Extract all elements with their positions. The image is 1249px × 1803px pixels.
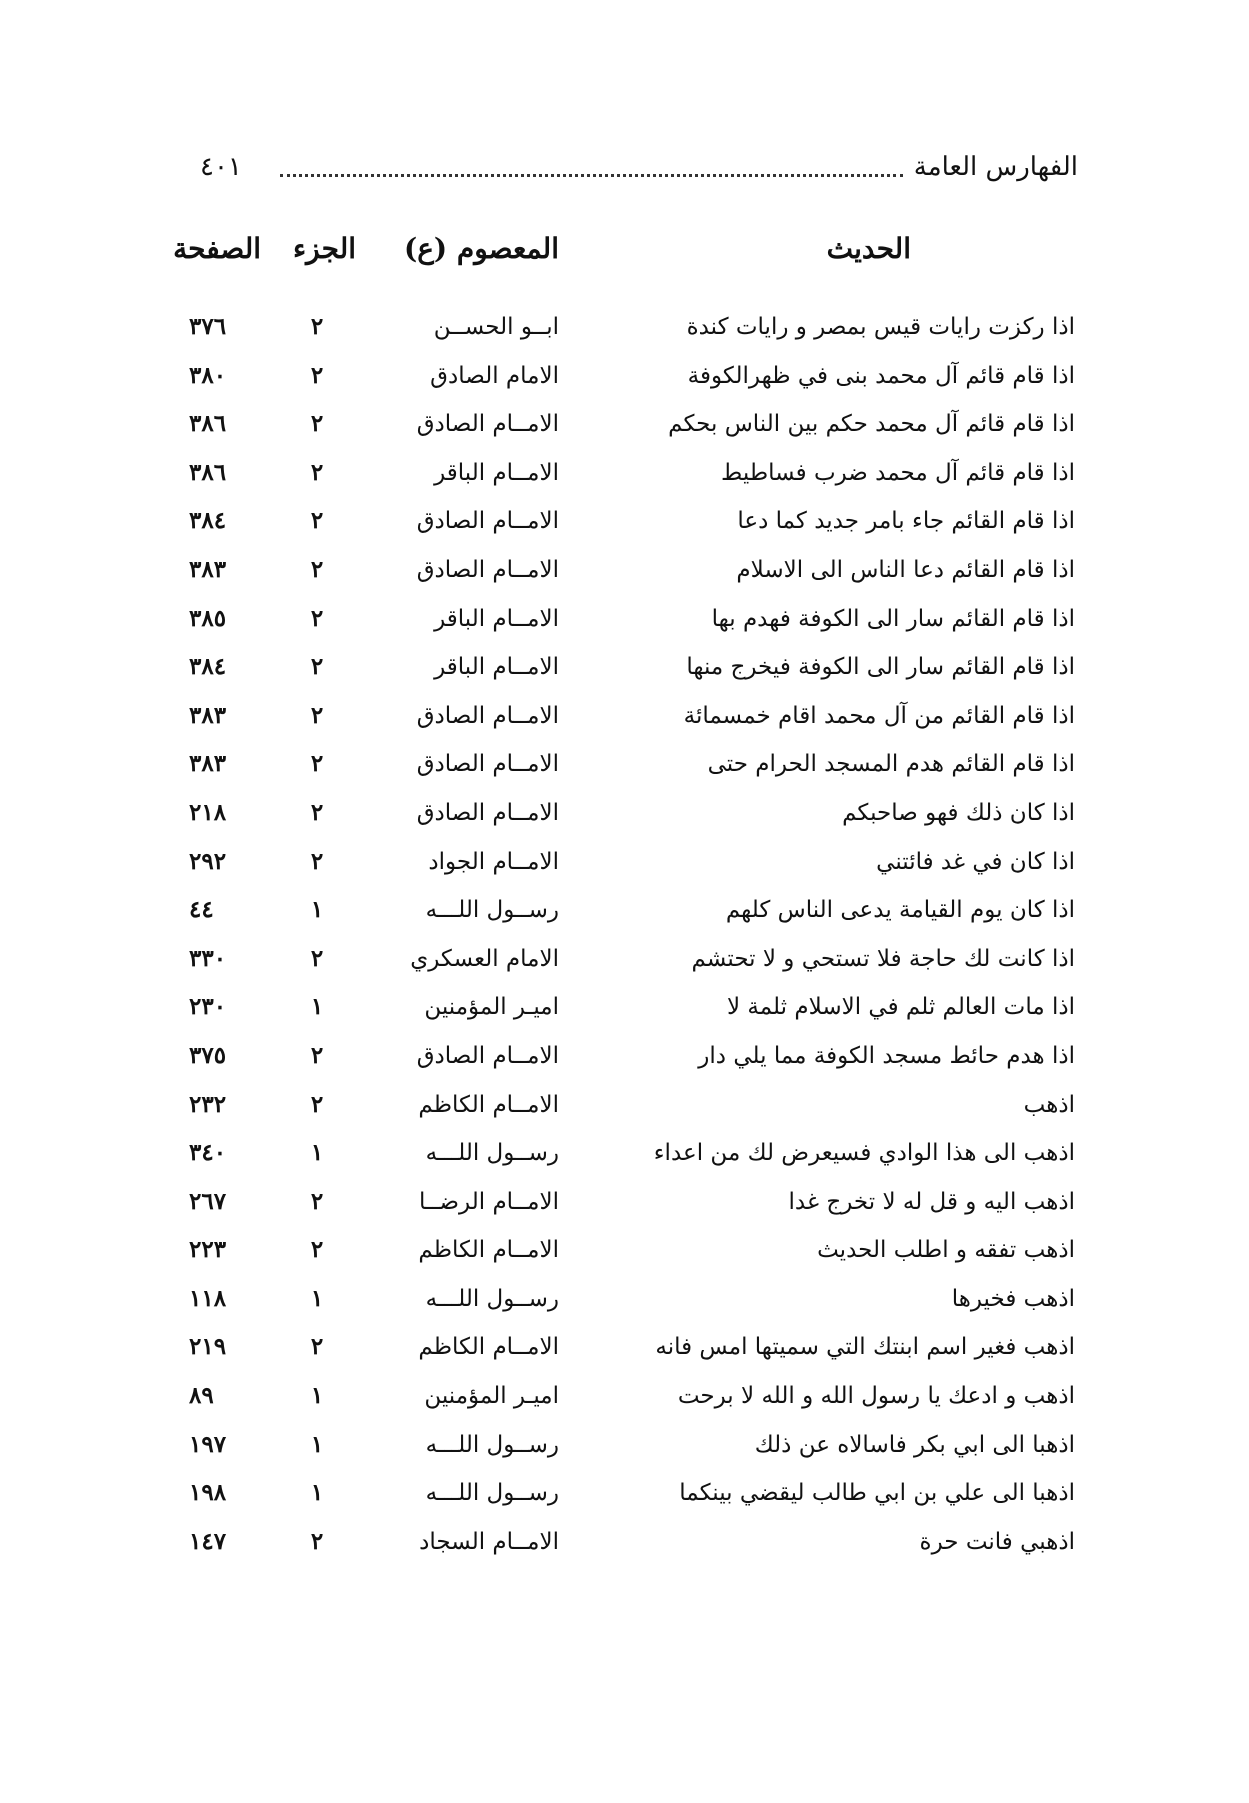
hadith-cell: اذا قام قائم آل محمد حكم بين الناس بحكم: [668, 411, 1075, 438]
hadith-cell: اذهب فخيرها: [951, 1285, 1075, 1312]
juz-cell: ١: [310, 993, 324, 1021]
juz-cell: ١: [310, 1479, 324, 1507]
juz-cell: ١: [310, 1139, 324, 1167]
page-cell: ٢١٩: [189, 1333, 227, 1361]
masum-cell: الامــام الكاظم: [418, 1334, 559, 1361]
page-cell: ١٩٨: [189, 1479, 227, 1507]
table-row: [0, 1036, 1249, 1085]
table-row: [0, 1230, 1249, 1279]
masum-cell: رســول اللـــه: [425, 1480, 559, 1507]
masum-cell: الامــام الصادق: [416, 702, 559, 729]
page-cell: ١٤٧: [189, 1527, 227, 1555]
hadith-cell: اذا قام قائم آل محمد ضرب فساطيط: [721, 459, 1075, 486]
page-cell: ٣٨٦: [189, 410, 227, 438]
page-cell: ٣٨٥: [189, 604, 227, 632]
juz-cell: ٢: [310, 1527, 324, 1555]
juz-cell: ٢: [310, 1236, 324, 1264]
hadith-cell: اذهب اليه و قل له لا تخرج غدا: [788, 1188, 1075, 1215]
hadith-cell: اذهب: [1023, 1091, 1075, 1118]
page-cell: ٢٣٠: [189, 993, 227, 1021]
hadith-cell: اذا مات العالم ثلم في الاسلام ثلمة لا: [727, 994, 1075, 1021]
page-cell: ٣٨٦: [189, 458, 227, 486]
masum-cell: الامــام الكاظم: [418, 1237, 559, 1264]
masum-cell: الامــام الصادق: [416, 411, 559, 438]
table-row: [0, 987, 1249, 1036]
table-row: [0, 307, 1249, 356]
juz-cell: ٢: [310, 1041, 324, 1069]
table-row: [0, 1133, 1249, 1182]
hadith-cell: اذا قام القائم من آل محمد اقام خمسمائة: [683, 702, 1075, 729]
juz-cell: ٢: [310, 798, 324, 826]
column-heading-juz: الجزء: [293, 232, 356, 265]
table-row: [0, 842, 1249, 891]
page-cell: ٢٢٣: [189, 1236, 227, 1264]
table-row: [0, 453, 1249, 502]
table-row: [0, 1376, 1249, 1425]
masum-cell: الامــام الصادق: [416, 1042, 559, 1069]
column-heading-masum: المعصوم (ع): [403, 232, 559, 265]
hadith-cell: اذا كانت لك حاجة فلا تستحي و لا تحتشم: [691, 945, 1075, 972]
juz-cell: ١: [310, 1382, 324, 1410]
masum-cell: الامــام الصادق: [416, 556, 559, 583]
table-row: [0, 1327, 1249, 1376]
page-cell: ٢٣٢: [189, 1090, 227, 1118]
table-row: [0, 501, 1249, 550]
page-cell: ٣٨٣: [189, 555, 227, 583]
juz-cell: ٢: [310, 701, 324, 729]
hadith-cell: اذهب الى هذا الوادي فسيعرض لك من اعداء: [653, 1140, 1075, 1167]
column-heading-hadith: الحديث: [826, 232, 911, 265]
hadith-cell: اذا قام قائم آل محمد بنى في ظهرالكوفة: [687, 362, 1075, 389]
hadith-cell: اذهب و ادعك يا رسول الله و الله لا برحت: [677, 1383, 1075, 1410]
page-number: ٤٠١: [200, 152, 242, 182]
juz-cell: ٢: [310, 1333, 324, 1361]
hadith-cell: اذهبا الى علي بن ابي طالب ليقضي بينكما: [679, 1480, 1075, 1507]
masum-cell: الامــام الباقر: [434, 459, 559, 486]
juz-cell: ٢: [310, 361, 324, 389]
hadith-cell: اذا قام القائم سار الى الكوفة فيخرج منها: [686, 654, 1075, 681]
masum-cell: الامام العسكري: [410, 945, 559, 972]
hadith-cell: اذا ركزت رايات قيس بمصر و رايات كندة: [686, 314, 1075, 340]
table-row: [0, 550, 1249, 599]
juz-cell: ٢: [310, 944, 324, 972]
page-cell: ١١٨: [189, 1284, 227, 1312]
page-cell: ١٩٧: [189, 1430, 227, 1458]
table-row: [0, 696, 1249, 745]
juz-cell: ٢: [310, 847, 324, 875]
masum-cell: اميـر المؤمنين: [424, 1383, 559, 1410]
masum-cell: الامــام الجواد: [428, 848, 559, 875]
table-row: [0, 647, 1249, 696]
table-row: [0, 404, 1249, 453]
table-row: [0, 939, 1249, 988]
hadith-cell: اذهبي فانت حرة: [919, 1528, 1075, 1555]
masum-cell: رســول اللـــه: [425, 897, 559, 924]
running-header: [200, 152, 1078, 192]
masum-cell: الامــام الباقر: [434, 654, 559, 681]
masum-cell: رســول اللـــه: [425, 1140, 559, 1167]
page-cell: ٣٧٥: [189, 1041, 227, 1069]
masum-cell: الامــام الكاظم: [418, 1091, 559, 1118]
juz-cell: ٢: [310, 1090, 324, 1118]
table-row: [0, 1522, 1249, 1571]
masum-cell: رســول اللـــه: [425, 1285, 559, 1312]
juz-cell: ٢: [310, 1187, 324, 1215]
table-row: [0, 744, 1249, 793]
hadith-index-table: [0, 307, 1249, 1570]
hadith-cell: اذا قام القائم جاء بامر جديد كما دعا: [737, 508, 1075, 535]
hadith-cell: اذا كان في غد فائتني: [876, 848, 1075, 875]
table-row: [0, 356, 1249, 405]
page-cell: ٣٨٣: [189, 750, 227, 778]
hadith-cell: اذا قام القائم دعا الناس الى الاسلام: [736, 556, 1075, 583]
table-row: [0, 599, 1249, 648]
juz-cell: ١: [310, 896, 324, 924]
juz-cell: ٢: [310, 604, 324, 632]
table-row: [0, 890, 1249, 939]
juz-cell: ١: [310, 1430, 324, 1458]
masum-cell: الامــام الصادق: [416, 799, 559, 826]
table-row: [0, 1473, 1249, 1522]
page-cell: ٣٧٦: [189, 313, 227, 340]
juz-cell: ٢: [310, 750, 324, 778]
hadith-cell: اذهب تفقه و اطلب الحديث: [817, 1237, 1075, 1264]
masum-cell: ابــو الحســن: [433, 314, 559, 340]
masum-cell: الامــام الباقر: [434, 605, 559, 632]
juz-cell: ٢: [310, 653, 324, 681]
juz-cell: ٢: [310, 313, 324, 340]
page-cell: ٣٤٠: [189, 1139, 227, 1167]
juz-cell: ٢: [310, 410, 324, 438]
hadith-cell: اذا هدم حائط مسجد الكوفة مما يلي دار: [698, 1042, 1075, 1069]
masum-cell: اميـر المؤمنين: [424, 994, 559, 1021]
header-title: الفهارس العامة: [913, 152, 1078, 182]
hadith-cell: اذا قام القائم هدم المسجد الحرام حتى: [707, 751, 1075, 778]
table-row: [0, 1425, 1249, 1474]
juz-cell: ٢: [310, 555, 324, 583]
juz-cell: ٢: [310, 507, 324, 535]
page-cell: ٣٨٣: [189, 701, 227, 729]
column-heading-page: الصفحة: [173, 232, 261, 265]
table-row: [0, 1279, 1249, 1328]
table-row: [0, 793, 1249, 842]
page-cell: ٤٤: [189, 896, 214, 924]
hadith-cell: اذا كان ذلك فهو صاحبكم: [842, 799, 1075, 826]
juz-cell: ٢: [310, 458, 324, 486]
hadith-cell: اذهبا الى ابي بكر فاسالاه عن ذلك: [754, 1431, 1075, 1458]
page-cell: ٣٨٤: [189, 507, 227, 535]
hadith-cell: اذهب فغير اسم ابنتك التي سميتها امس فانه: [655, 1334, 1075, 1361]
masum-cell: رســول اللـــه: [425, 1431, 559, 1458]
header-dot-leader: [280, 174, 903, 177]
masum-cell: الامــام الصادق: [416, 508, 559, 535]
page-cell: ٣٣٠: [189, 944, 227, 972]
page-cell: ٣٨٠: [189, 361, 227, 389]
page-cell: ٢٦٧: [189, 1187, 227, 1215]
page-cell: ٢٩٢: [189, 847, 227, 875]
hadith-cell: اذا قام القائم سار الى الكوفة فهدم بها: [711, 605, 1075, 632]
masum-cell: الامــام الصادق: [416, 751, 559, 778]
page-cell: ٨٩: [189, 1382, 214, 1410]
hadith-cell: اذا كان يوم القيامة يدعى الناس كلهم: [725, 897, 1075, 924]
table-row: [0, 1182, 1249, 1231]
juz-cell: ١: [310, 1284, 324, 1312]
masum-cell: الامام الصادق: [430, 362, 559, 389]
masum-cell: الامــام الرضــا: [419, 1188, 559, 1215]
page-cell: ٢١٨: [189, 798, 227, 826]
table-row: [0, 1085, 1249, 1134]
masum-cell: الامــام السجاد: [419, 1528, 559, 1555]
page-cell: ٣٨٤: [189, 653, 227, 681]
